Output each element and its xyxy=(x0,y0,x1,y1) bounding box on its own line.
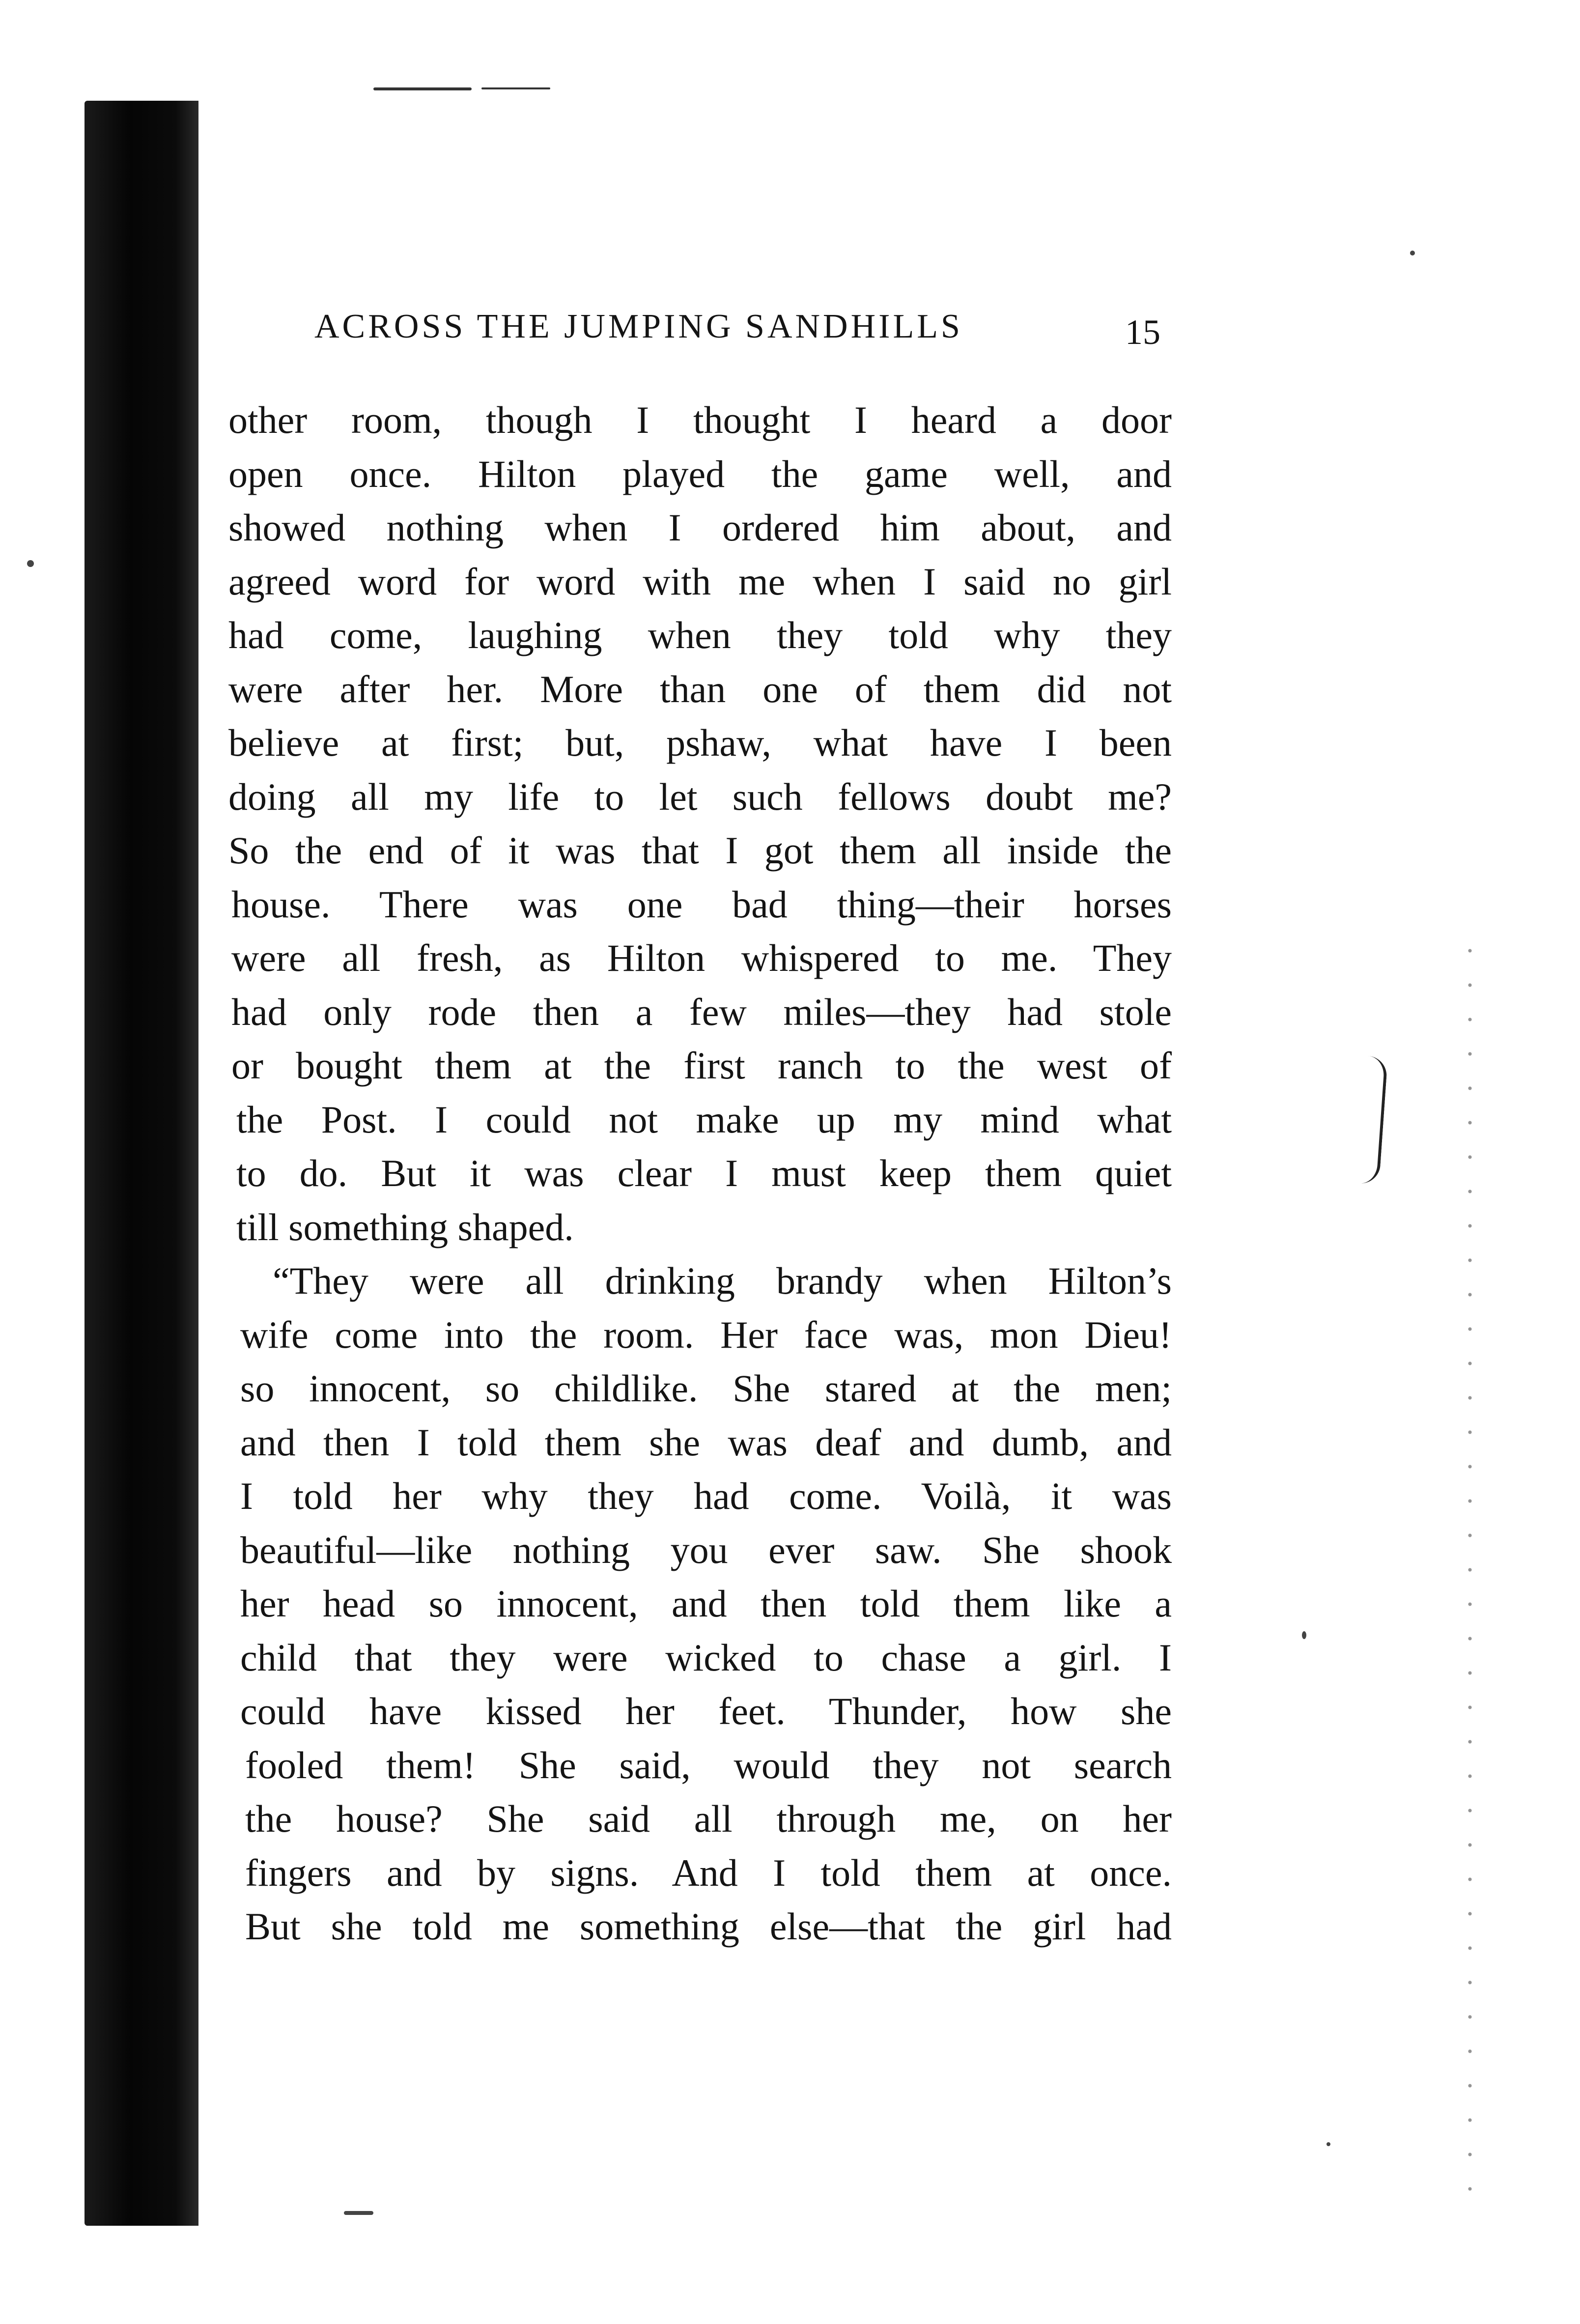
scan-speck xyxy=(1326,2142,1330,2146)
text-line: the Post. I could not make up my mind what xyxy=(236,1098,1172,1141)
text-line: and then I told them she was deaf and dumb, and xyxy=(240,1420,1172,1464)
text-line: child that they were wicked to chase a girl. I xyxy=(240,1636,1172,1679)
text-line: so innocent, so childlike. She stared at the men; xyxy=(240,1367,1172,1410)
scan-mark xyxy=(481,87,550,89)
text-line: showed nothing when I ordered him about, and xyxy=(228,506,1172,549)
text-line: or bought them at the first ranch to the west of xyxy=(231,1044,1172,1087)
scan-mark xyxy=(373,87,472,90)
text-line: believe at first; but, pshaw, what have I been xyxy=(228,721,1172,764)
text-line: wife come into the room. Her face was, mon Dieu! xyxy=(240,1313,1172,1356)
text-line: other room, though I thought I heard a door xyxy=(228,398,1172,441)
text-line: fingers and by signs. And I told them at once. xyxy=(245,1851,1172,1894)
text-line: had come, laughing when they told why they xyxy=(228,614,1172,656)
text-line: fooled them! She said, would they not search xyxy=(245,1743,1172,1786)
text-line: doing all my life to let such fellows doubt me? xyxy=(228,775,1172,818)
scan-speck xyxy=(1410,251,1415,255)
text-line: But she told me something else—that the girl had xyxy=(245,1905,1172,1948)
text-line: agreed word for word with me when I said no girl xyxy=(228,560,1172,603)
scan-speck xyxy=(27,560,34,567)
running-head: ACROSS THE JUMPING SANDHILLS xyxy=(314,308,963,345)
scan-specks xyxy=(1467,934,1473,2211)
text-line: I told her why they had come. Voilà, it was xyxy=(240,1474,1172,1517)
text-line: the house? She said all through me, on her xyxy=(245,1797,1172,1840)
text-line: beautiful—like nothing you ever saw. She shook xyxy=(240,1528,1172,1571)
body-text xyxy=(228,393,1172,1954)
text-line: till something shaped. xyxy=(236,1205,574,1248)
text-line: house. There was one bad thing—their horses xyxy=(231,882,1172,926)
scan-speck xyxy=(1302,1631,1306,1639)
text-line: were after her. More than one of them did not xyxy=(228,667,1172,710)
text-line: So the end of it was that I got them all inside the xyxy=(228,829,1172,872)
margin-mark xyxy=(1356,1056,1388,1185)
page-number: 15 xyxy=(1125,312,1160,352)
text-line: to do. But it was clear I must keep them quiet xyxy=(236,1152,1172,1194)
text-line: her head so innocent, and then told them like a xyxy=(240,1582,1172,1625)
text-line: had only rode then a few miles—they had stole xyxy=(231,990,1172,1033)
scan-speck xyxy=(344,2211,373,2215)
text-line: could have kissed her feet. Thunder, how she xyxy=(240,1690,1172,1732)
binding-edge xyxy=(85,101,198,2226)
text-line: “They were all drinking brandy when Hilton’s xyxy=(273,1259,1172,1302)
text-line: were all fresh, as Hilton whispered to me. They xyxy=(231,936,1172,979)
text-line: open once. Hilton played the game well, and xyxy=(228,452,1172,495)
